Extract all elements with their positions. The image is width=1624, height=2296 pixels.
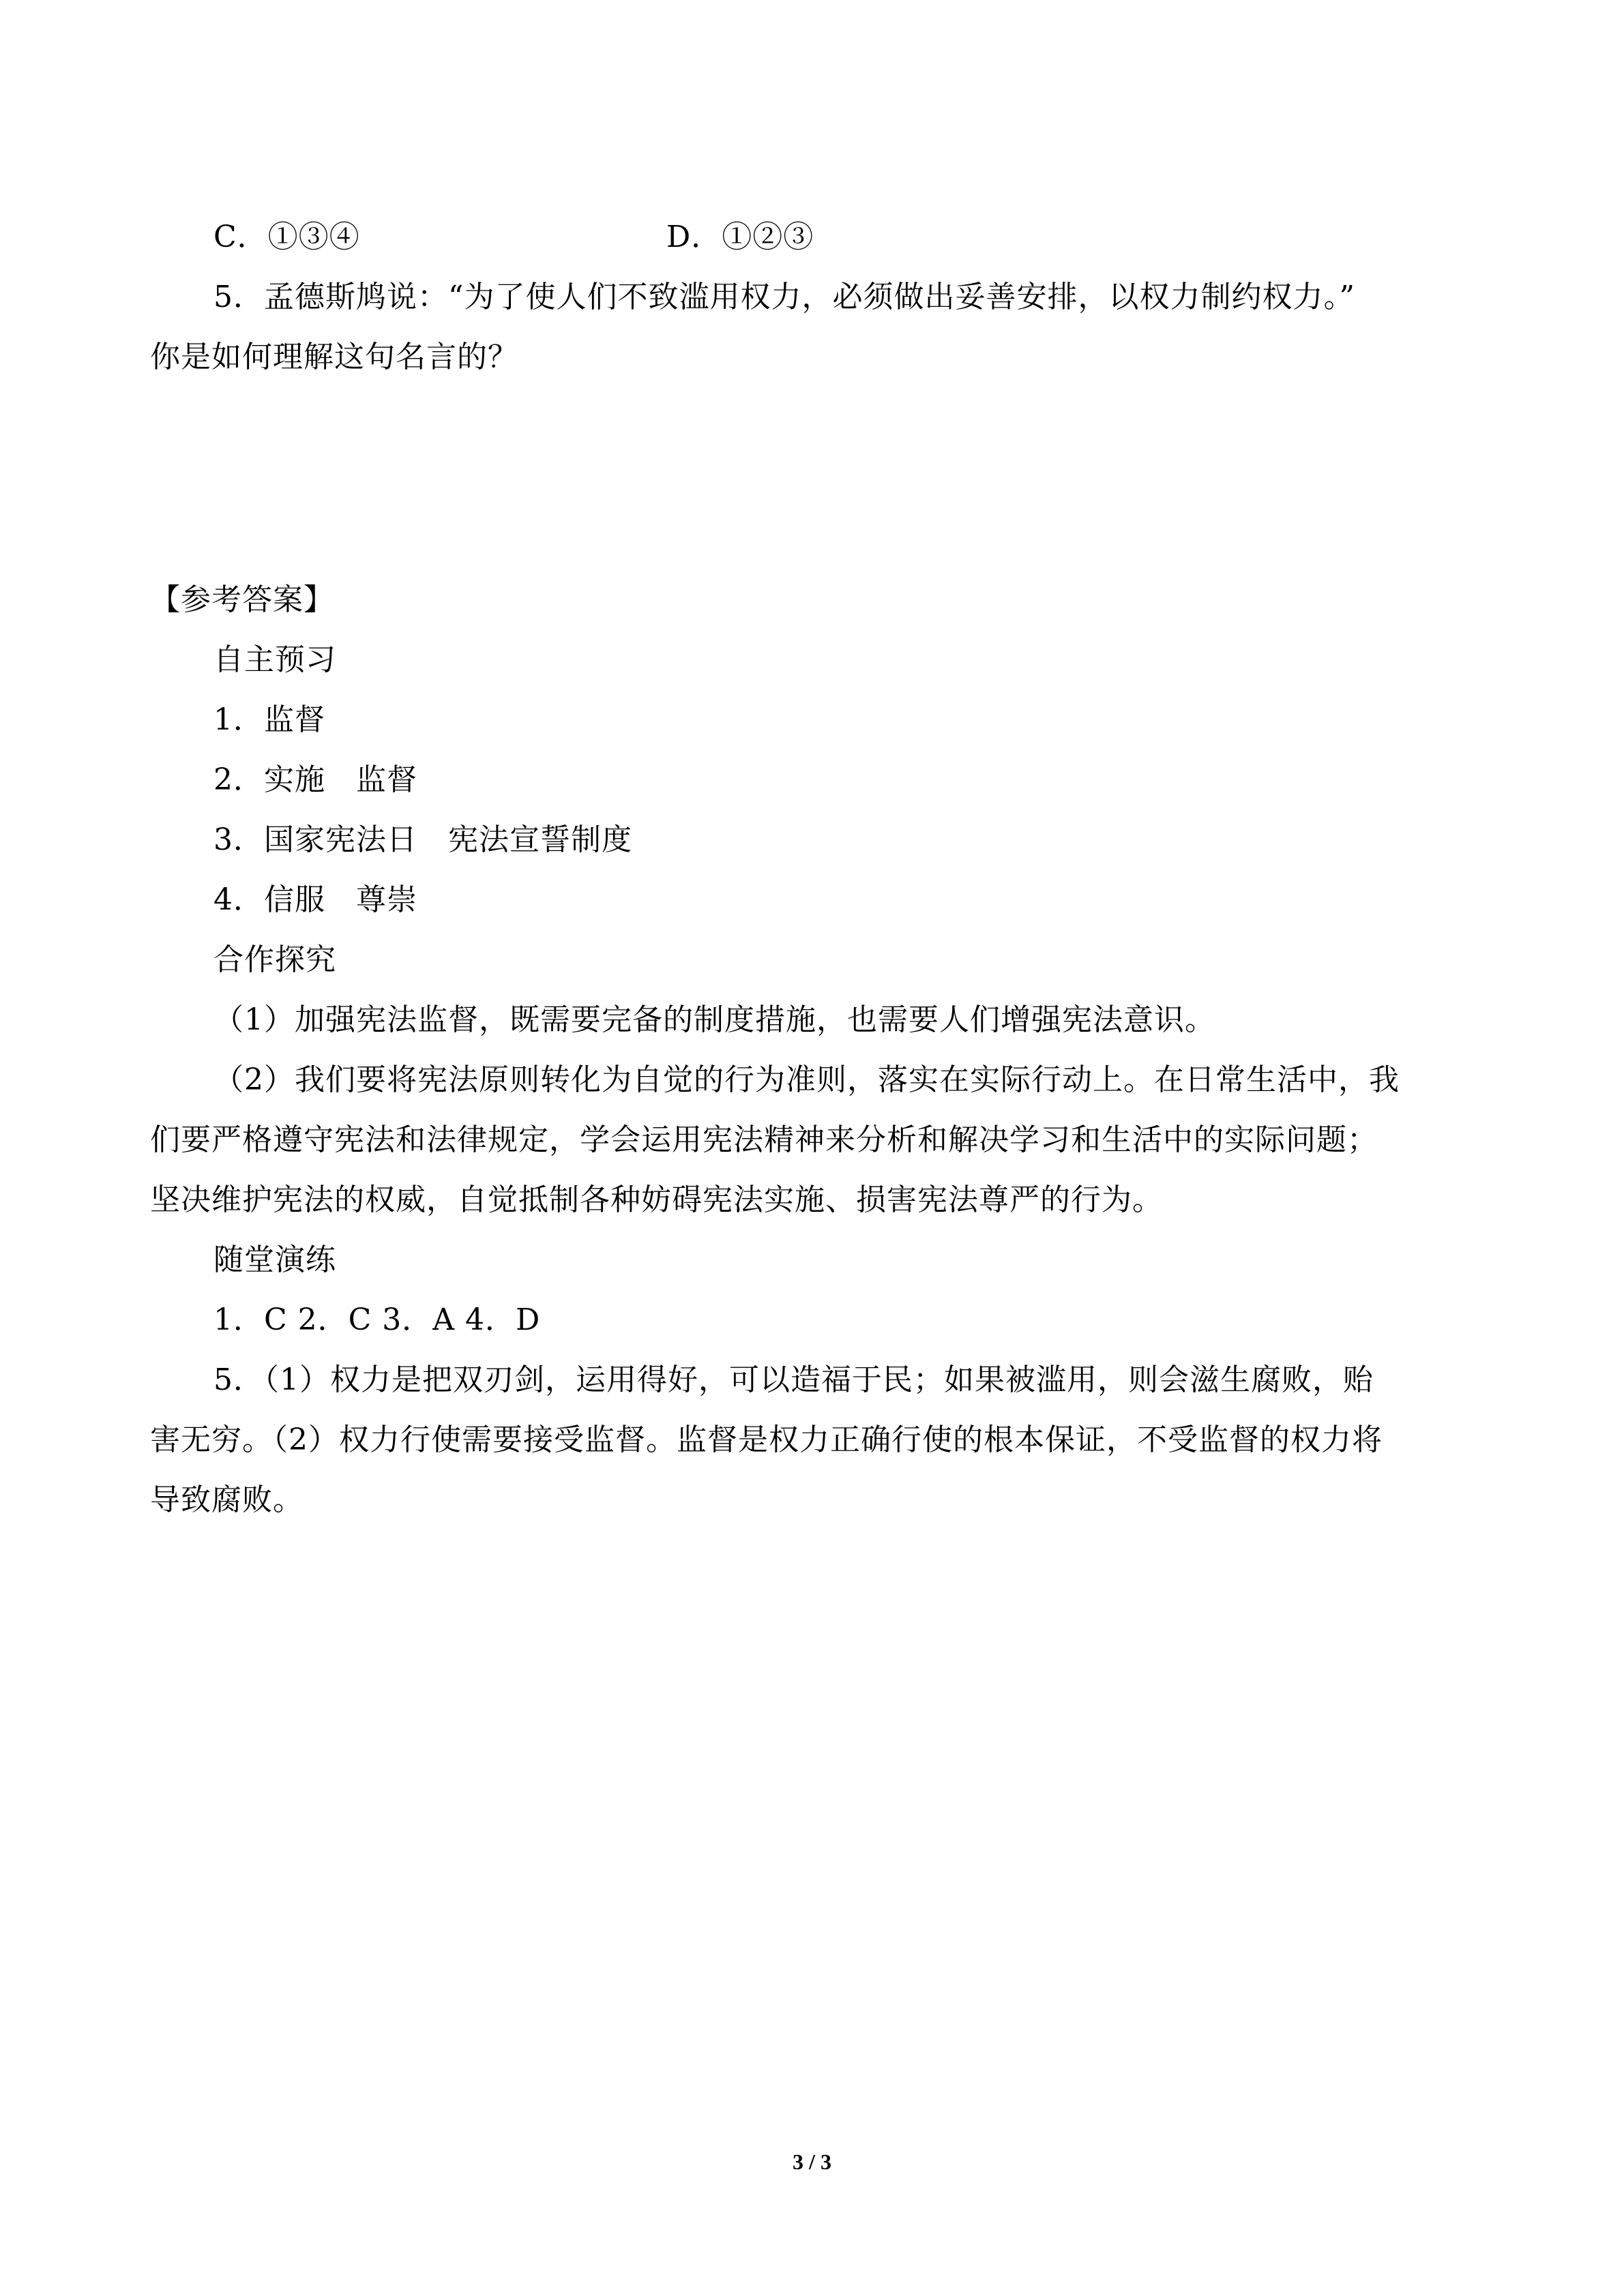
- practice-answer-5-line-2: 害无穷。（2）权力行使需要接受监督。监督是权力正确行使的根本保证，不受监督的权力将: [150, 1422, 1383, 1457]
- self-study-item-1: 1．监督: [213, 702, 325, 737]
- practice-answer-5-line-3: 导致腐败。: [150, 1482, 304, 1517]
- section-practice: 随堂演练: [213, 1242, 336, 1277]
- cooperation-answer-2-line-2: 们要严格遵守宪法和法律规定，学会运用宪法精神来分析和解决学习和生活中的实际问题；: [150, 1122, 1378, 1157]
- option-c: C．①③④: [213, 220, 360, 254]
- self-study-item-2: 2．实施 监督: [213, 762, 417, 797]
- page-number: 3 / 3: [793, 2149, 831, 2174]
- option-d: D．①②③: [666, 220, 814, 254]
- practice-answer-5-line-1: 5．（1）权力是把双刃剑，运用得好，可以造福于民；如果被滥用，则会滋生腐败，贻: [213, 1362, 1374, 1397]
- section-cooperation: 合作探究: [213, 942, 336, 977]
- question-5-line-1: 5．孟德斯鸠说：“为了使人们不致滥用权力，必须做出妥善安排，以权力制约权力。”: [213, 280, 1355, 314]
- practice-choice-answers: 1．C 2．C 3．A 4．D: [213, 1302, 541, 1337]
- self-study-item-3: 3．国家宪法日 宪法宣誓制度: [213, 822, 632, 857]
- cooperation-answer-2-line-1: （2）我们要将宪法原则转化为自觉的行为准则，落实在实际行动上。在日常生活中，我: [213, 1062, 1400, 1097]
- question-5-line-2: 你是如何理解这句名言的？: [150, 340, 518, 374]
- self-study-item-4: 4．信服 尊崇: [213, 882, 417, 917]
- section-self-study: 自主预习: [213, 642, 336, 677]
- answers-heading: 【参考答案】: [150, 582, 334, 617]
- cooperation-answer-1: （1）加强宪法监督，既需要完备的制度措施，也需要人们增强宪法意识。: [213, 1002, 1215, 1037]
- cooperation-answer-2-line-3: 坚决维护宪法的权威，自觉抵制各种妨碍宪法实施、损害宪法尊严的行为。: [150, 1182, 1163, 1217]
